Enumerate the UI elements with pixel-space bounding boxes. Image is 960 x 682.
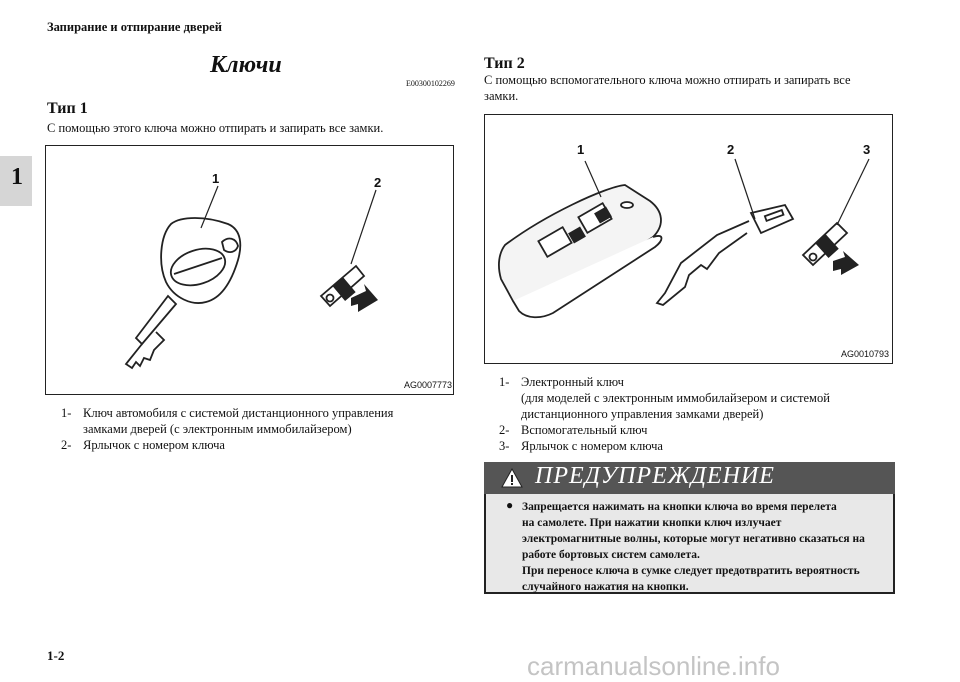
list-item: 1- Электронный ключ	[499, 375, 624, 389]
type2-figure	[484, 114, 893, 364]
type2-heading: Тип 2	[484, 55, 525, 72]
warning-title: ПРЕДУПРЕЖДЕНИЕ	[535, 463, 775, 489]
pointer-arrow-icon	[351, 284, 378, 312]
callout-1: 1	[577, 142, 585, 157]
list-item-continuation: дистанционного управления замками дверей)	[521, 407, 764, 421]
type2-key-illustration	[485, 115, 892, 363]
type1-description: С помощью этого ключа можно отпирать и запирать все замки.	[47, 121, 384, 135]
warning-text: Запрещается нажимать на кнопки ключа во время перелета на самолете. При нажатии кнопки ключ излучает электромагнитные волны, которые могут негативно сказаться на работе бортовых систем самолета. При переносе ключа в сумке следует предотвратить вероятность случайного нажатия на кнопки.	[522, 501, 865, 593]
list-item: 3- Ярлычок с номером ключа	[499, 439, 663, 453]
callout-3: 3	[863, 142, 871, 157]
smart-key-icon	[499, 185, 662, 317]
callout-2: 2	[727, 142, 735, 157]
list-item-continuation: (для моделей с электронным иммобилайзером и системой	[521, 391, 830, 405]
remote-key-icon	[126, 218, 240, 368]
type1-heading: Тип 1	[47, 100, 88, 117]
figure-code: AG0010793	[841, 349, 890, 359]
type1-figure	[45, 145, 454, 395]
page-title: Ключи	[210, 52, 282, 78]
type1-key-illustration	[46, 146, 453, 394]
type2-description-line: С помощью вспомогательного ключа можно отпирать и запирать все	[484, 73, 851, 87]
list-item: 2- Ярлычок с номером ключа	[61, 438, 225, 452]
section-header: Запирание и отпирание дверей	[47, 20, 222, 34]
page-number: 1-2	[47, 648, 65, 663]
list-item: 1- Ключ автомобиля с системой дистанционного управления	[61, 406, 394, 420]
warning-triangle-icon	[501, 468, 523, 488]
chapter-number: 1	[11, 164, 23, 190]
type2-description-line: замки.	[484, 89, 519, 103]
figure-code: AG0007773	[404, 380, 453, 390]
document-code: E00300102269	[406, 79, 455, 88]
bullet-icon: ●	[506, 498, 514, 512]
callout-2: 2	[374, 175, 382, 190]
pointer-arrow-icon	[833, 251, 859, 275]
list-item: 2- Вспомогательный ключ	[499, 423, 648, 437]
callout-1: 1	[212, 171, 220, 186]
emergency-key-icon	[657, 205, 793, 305]
watermark: carmanualsonline.info	[527, 651, 780, 681]
list-item-continuation: замками дверей (с электронным иммобилайзером)	[83, 422, 352, 436]
